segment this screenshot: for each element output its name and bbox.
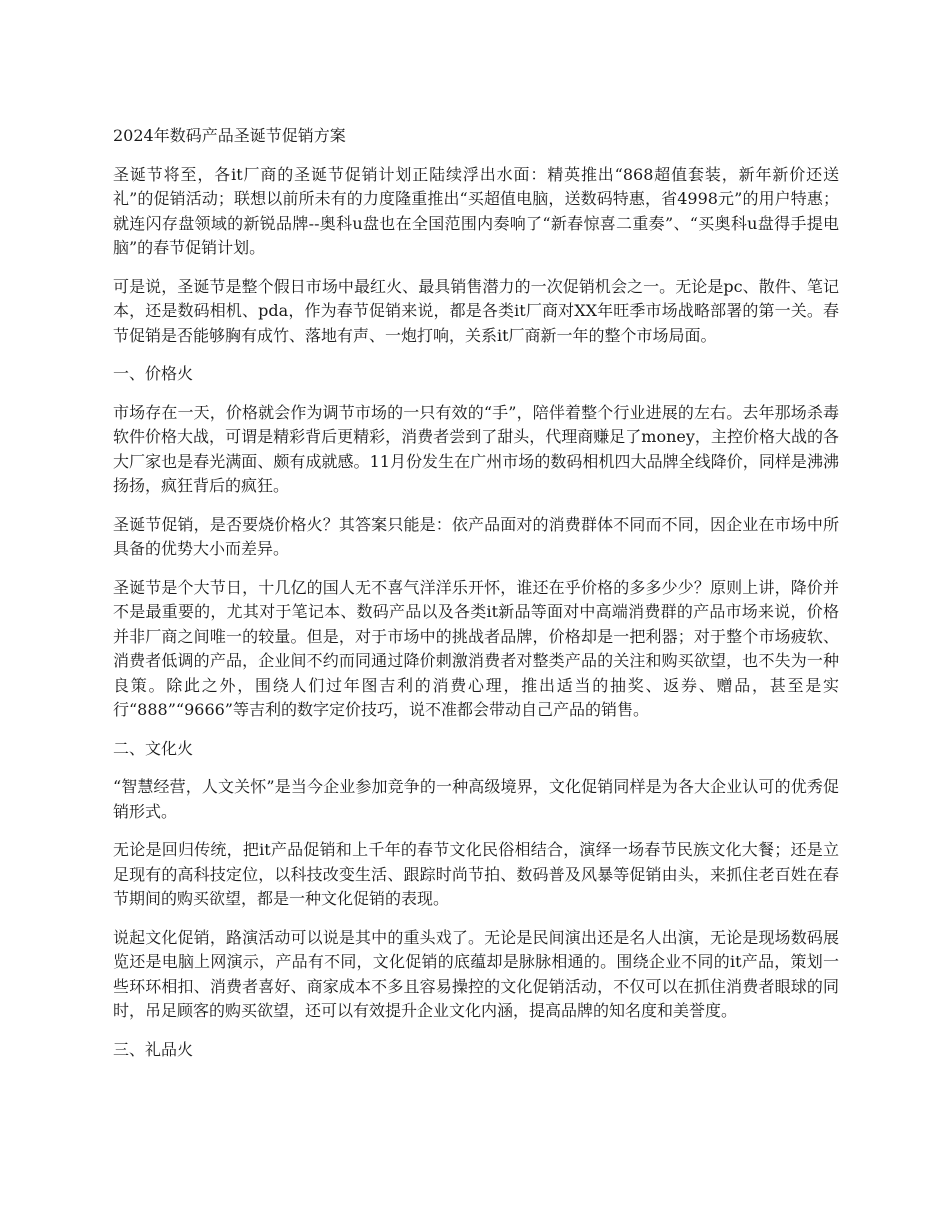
paragraph-culture-tradition: 无论是回归传统，把it产品促销和上千年的春节文化民俗相结合，演绎一场春节民族文化大餐；还是立足现有的高科技定位，以科技改变生活、跟踪时尚节拍、数码普及风暴等促销由头，来抓住老百姓在春节期间的购买欲望，都是一种文化促销的表现。 <box>113 840 839 908</box>
document-page <box>113 124 839 1076</box>
paragraph-price-strategy: 圣诞节是个大节日，十几亿的国人无不喜气洋洋乐开怀，谁还在乎价格的多多少少？原则上讲，降价并不是最重要的，尤其对于笔记本、数码产品以及各类it新品等面对中高端消费群的产品市场来说，价格并非厂商之间唯一的较量。但是，对于市场中的挑战者品牌，价格却是一把利器；对于整个市场疲软、消费者低调的产品，企业间不约而同通过降价刺激消费者对整类产品的关注和购买欲望，也不失为一种良策。除此之外，围绕人们过年图吉利的消费心理，推出适当的抽奖、返券、赠品，甚至是实行“888”“9666”等吉利的数字定价技巧，说不准都会带动自己产品的销售。 <box>113 577 839 719</box>
paragraph-importance: 可是说，圣诞节是整个假日市场中最红火、最具销售潜力的一次促销机会之一。无论是pc、散件、笔记本，还是数码相机、pda，作为春节促销来说，都是各类it厂商对XX年旺季市场战略部署的第一关。春节促销是否能够胸有成竹、落地有声、一炮打响，关系it厂商新一年的整个市场局面。 <box>113 276 839 345</box>
paragraph-culture-intro: “智慧经营，人文关怀”是当今企业参加竞争的一种高级境界，文化促销同样是为各大企业认可的优秀促销形式。 <box>113 777 839 821</box>
document-title: 2024年数码产品圣诞节促销方案 <box>113 126 346 145</box>
paragraph-culture-roadshow: 说起文化促销，路演活动可以说是其中的重头戏了。无论是民间演出还是名人出演，无论是现场数码展览还是电脑上网演示，产品有不同，文化促销的底蕴却是脉脉相通的。围绕企业不同的it产品，策划一些环环相扣、消费者喜好、商家成本不多且容易操控的文化促销活动，不仅可以在抓住消费者眼球的同时，吊足顾客的购买欲望，还可以有效提升企业文化内涵，提高品牌的知名度和美誉度。 <box>113 927 839 1020</box>
section-heading-culture: 二、文化火 <box>113 738 194 758</box>
paragraph-intro: 圣诞节将至，各it厂商的圣诞节促销计划正陆续浮出水面：精英推出“868超值套装，新年新价还送礼”的促销活动；联想以前所未有的力度隆重推出“买超值电脑，送数码特惠，省4998元”的用户特惠；就连闪存盘领域的新锐品牌--奥科u盘也在全国范围内奏响了“新春惊喜二重奏”、“买奥科u盘得手提电脑”的春节促销计划。 <box>113 164 839 257</box>
paragraph-price-question: 圣诞节促销，是否要烧价格火？其答案只能是：依产品面对的消费群体不同而不同，因企业在市场中所具备的优势大小而差异。 <box>113 514 839 558</box>
paragraph-price-market: 市场存在一天，价格就会作为调节市场的一只有效的“手”，陪伴着整个行业进展的左右。去年那场杀毒软件价格大战，可谓是精彩背后更精彩，消费者尝到了甜头，代理商赚足了money，主控价格大战的各大厂家也是春光满面、颇有成就感。11月份发生在广州市场的数码相机四大品牌全线降价，同样是沸沸扬扬，疯狂背后的疯狂。 <box>113 402 839 495</box>
section-heading-price: 一、价格火 <box>113 364 194 383</box>
section-heading-gift: 三、礼品火 <box>113 1039 194 1059</box>
